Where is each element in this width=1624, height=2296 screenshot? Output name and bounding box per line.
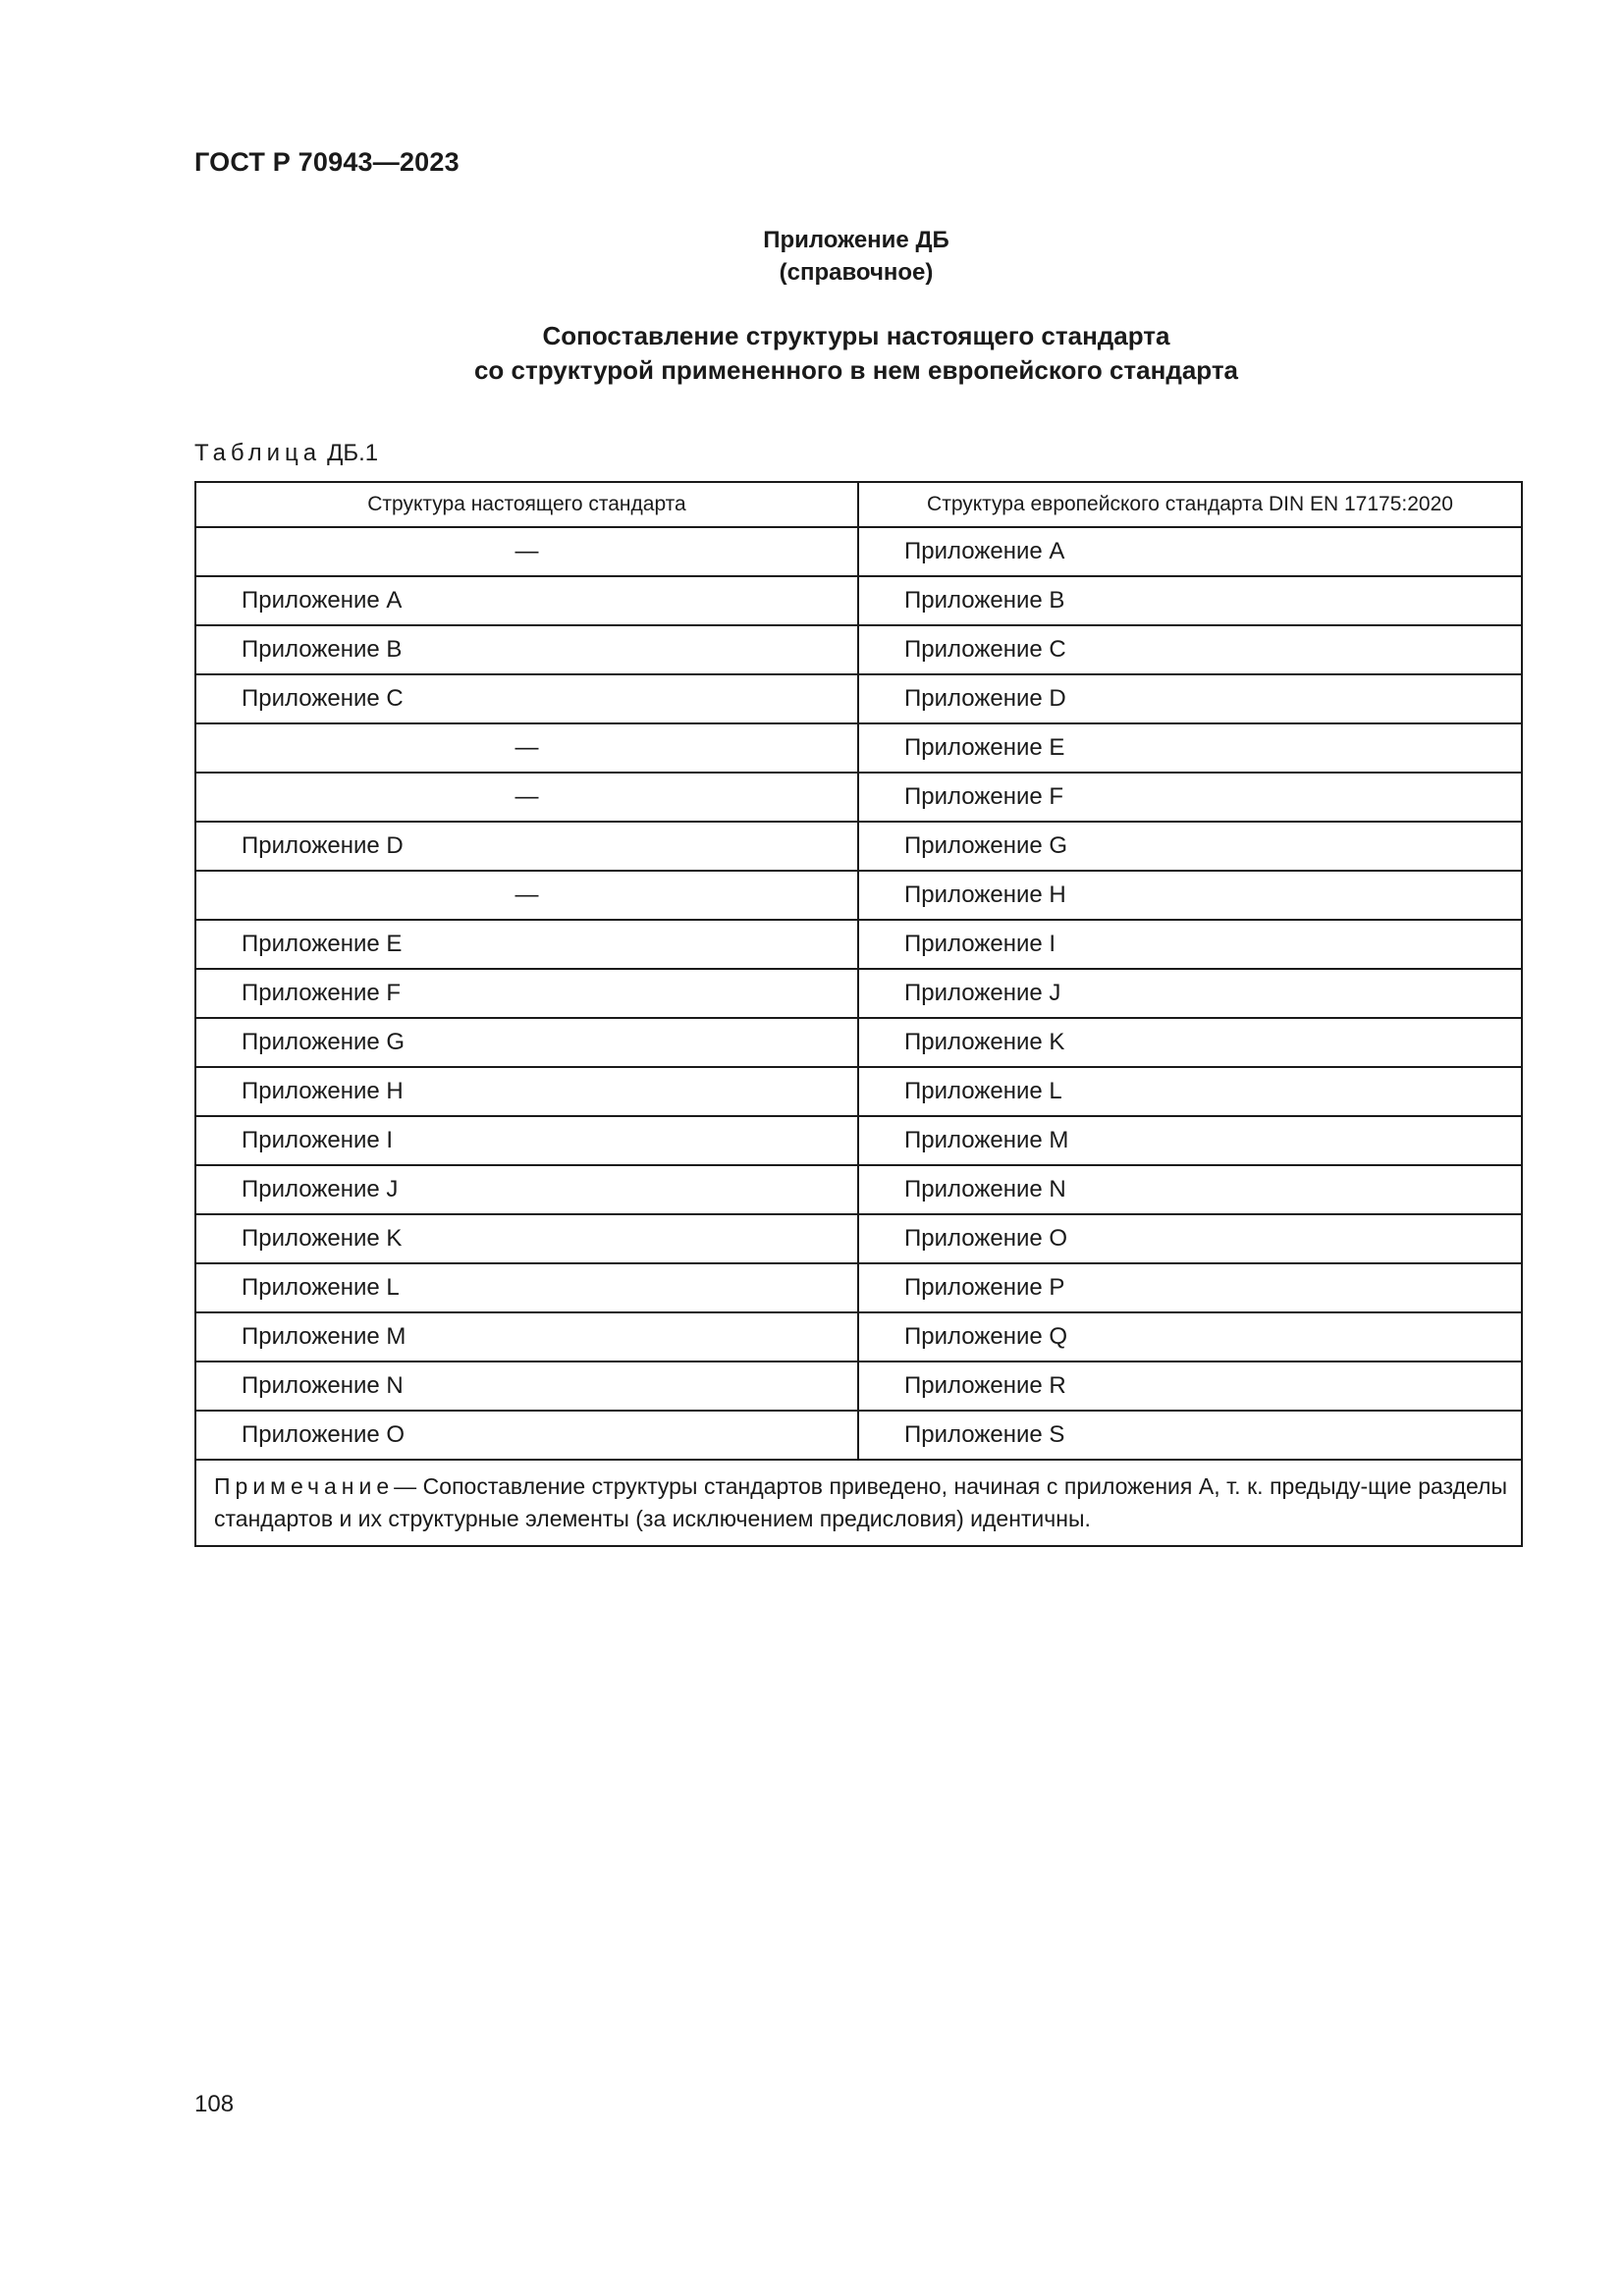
cell-current-standard: Приложение I <box>195 1116 858 1165</box>
cell-current-standard: Приложение М <box>195 1312 858 1362</box>
cell-current-standard: Приложение K <box>195 1214 858 1263</box>
comparison-table <box>194 481 1523 1547</box>
cell-current-standard: Приложение G <box>195 1018 858 1067</box>
cell-current-standard: Приложение Е <box>195 920 858 969</box>
table-caption-label: Таблица <box>194 440 322 466</box>
cell-european-standard: Приложение А <box>858 527 1522 576</box>
cell-european-standard: Приложение K <box>858 1018 1522 1067</box>
annex-subtitle: (справочное) <box>779 259 934 286</box>
table-note <box>195 1460 1522 1546</box>
table-row <box>195 674 1522 723</box>
note-label: Примечание <box>214 1473 395 1499</box>
table-body <box>195 527 1522 1546</box>
annex-title: Приложение ДБ <box>763 227 949 253</box>
table-row <box>195 1214 1522 1263</box>
cell-european-standard: Приложение J <box>858 969 1522 1018</box>
cell-european-standard: Приложение В <box>858 576 1522 625</box>
table-row <box>195 920 1522 969</box>
table-row <box>195 1116 1522 1165</box>
table-header-row <box>195 482 1522 527</box>
cell-european-standard: Приложение Е <box>858 723 1522 773</box>
cell-european-standard: Приложение М <box>858 1116 1522 1165</box>
cell-current-standard: — <box>195 723 858 773</box>
table-row <box>195 773 1522 822</box>
table-row <box>195 527 1522 576</box>
table-row <box>195 969 1522 1018</box>
cell-current-standard: Приложение F <box>195 969 858 1018</box>
cell-current-standard: Приложение N <box>195 1362 858 1411</box>
note-text: — Сопоставление структуры стандартов приведено, начиная с приложения А, т. к. предыду-щие разделы стандартов и их структурные элементы (за исключением предисловия) идентичны. <box>214 1473 1507 1531</box>
main-title-line-1: Сопоставление структуры настоящего стандарта <box>542 321 1170 350</box>
cell-european-standard: Приложение D <box>858 674 1522 723</box>
cell-european-standard: Приложение G <box>858 822 1522 871</box>
cell-european-standard: Приложение I <box>858 920 1522 969</box>
cell-european-standard: Приложение F <box>858 773 1522 822</box>
table-row <box>195 723 1522 773</box>
annex-heading <box>0 224 1624 289</box>
cell-european-standard: Приложение S <box>858 1411 1522 1460</box>
main-title-line-2: со структурой примененного в нем европейского стандарта <box>473 355 1239 385</box>
column-header-european-standard: Структура европейского стандарта DIN EN 17175:2020 <box>858 482 1522 527</box>
cell-current-standard: — <box>195 527 858 576</box>
table-row <box>195 1018 1522 1067</box>
cell-european-standard: Приложение L <box>858 1067 1522 1116</box>
cell-european-standard: Приложение Q <box>858 1312 1522 1362</box>
cell-current-standard: Приложение В <box>195 625 858 674</box>
document-code: ГОСТ Р 70943—2023 <box>194 147 460 177</box>
cell-current-standard: — <box>195 871 858 920</box>
table-row <box>195 625 1522 674</box>
cell-current-standard: Приложение J <box>195 1165 858 1214</box>
table-row <box>195 822 1522 871</box>
cell-current-standard: Приложение А <box>195 576 858 625</box>
table-row <box>195 1067 1522 1116</box>
table-row <box>195 576 1522 625</box>
cell-european-standard: Приложение Р <box>858 1263 1522 1312</box>
table-row <box>195 1312 1522 1362</box>
cell-current-standard: Приложение D <box>195 822 858 871</box>
cell-current-standard: Приложение Н <box>195 1067 858 1116</box>
page-number: 108 <box>194 2091 235 2117</box>
table-row <box>195 871 1522 920</box>
cell-current-standard: — <box>195 773 858 822</box>
table-row <box>195 1263 1522 1312</box>
cell-current-standard: Приложение L <box>195 1263 858 1312</box>
table-caption-number: ДБ.1 <box>327 440 379 466</box>
cell-current-standard: Приложение О <box>195 1411 858 1460</box>
column-header-current-standard: Структура настоящего стандарта <box>195 482 858 527</box>
cell-european-standard: Приложение О <box>858 1214 1522 1263</box>
table-note-row <box>195 1460 1522 1546</box>
cell-european-standard: Приложение Н <box>858 871 1522 920</box>
cell-european-standard: Приложение С <box>858 625 1522 674</box>
cell-european-standard: Приложение N <box>858 1165 1522 1214</box>
table-caption <box>194 440 378 467</box>
table-row <box>195 1165 1522 1214</box>
main-title <box>0 319 1624 388</box>
table-row <box>195 1362 1522 1411</box>
cell-current-standard: Приложение С <box>195 674 858 723</box>
cell-european-standard: Приложение R <box>858 1362 1522 1411</box>
table-row <box>195 1411 1522 1460</box>
